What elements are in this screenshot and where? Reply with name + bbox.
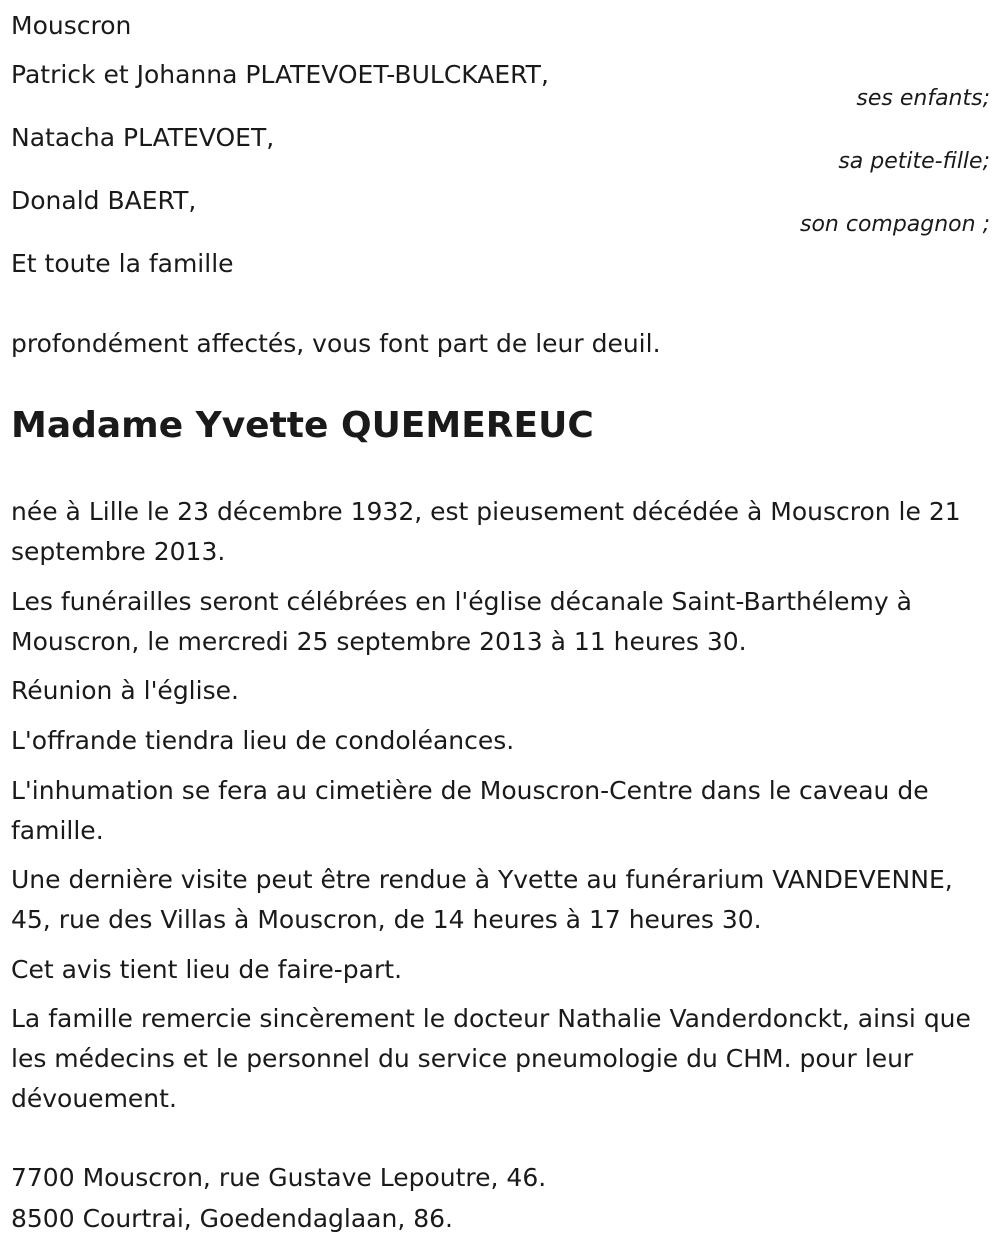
paragraph-visit: Une dernière visite peut être rendue à Yvette au funérarium VANDEVENNE, 45, rue des Villas à Mouscron, de 14 heures à 17 heures 30.	[11, 865, 953, 934]
family-member-role: sa petite-fille;	[838, 149, 990, 174]
deceased-name: Madame Yvette QUEMEREUC	[11, 405, 594, 446]
paragraph-thanks: La famille remercie sincèrement le docteur Nathalie Vanderdonckt, ainsi que les médecins et le personnel du service pneumologie du CHM. pour leur dévouement.	[11, 1004, 971, 1113]
paragraph-meeting: Réunion à l'église.	[11, 676, 239, 705]
city-heading: Mouscron	[11, 11, 132, 40]
family-member-role: son compagnon ;	[799, 212, 990, 237]
paragraph-funeral: Les funérailles seront célébrées en l'église décanale Saint-Barthélemy à Mouscron, le mercredi 25 septembre 2013 à 11 heures 30.	[11, 587, 912, 656]
address-line: 8500 Courtrai, Goedendaglaan, 86.	[11, 1204, 453, 1233]
family-member-role: ses enfants;	[856, 86, 990, 111]
paragraph-burial: L'inhumation se fera au cimetière de Mouscron-Centre dans le caveau de famille.	[11, 776, 929, 845]
paragraph-birth-death: née à Lille le 23 décembre 1932, est pieusement décédée à Mouscron le 21 septembre 2013.	[11, 497, 961, 566]
family-member-name: Patrick et Johanna PLATEVOET-BULCKAERT,	[11, 60, 549, 89]
family-member-name: Donald BAERT,	[11, 186, 197, 215]
paragraph-notice: Cet avis tient lieu de faire-part.	[11, 955, 403, 984]
family-all: Et toute la famille	[11, 249, 234, 278]
paragraph-offering: L'offrande tiendra lieu de condoléances.	[11, 726, 515, 755]
family-member-name: Natacha PLATEVOET,	[11, 123, 275, 152]
announcement-intro: profondément affectés, vous font part de leur deuil.	[11, 329, 661, 358]
address-line: 7700 Mouscron, rue Gustave Lepoutre, 46.	[11, 1163, 547, 1192]
